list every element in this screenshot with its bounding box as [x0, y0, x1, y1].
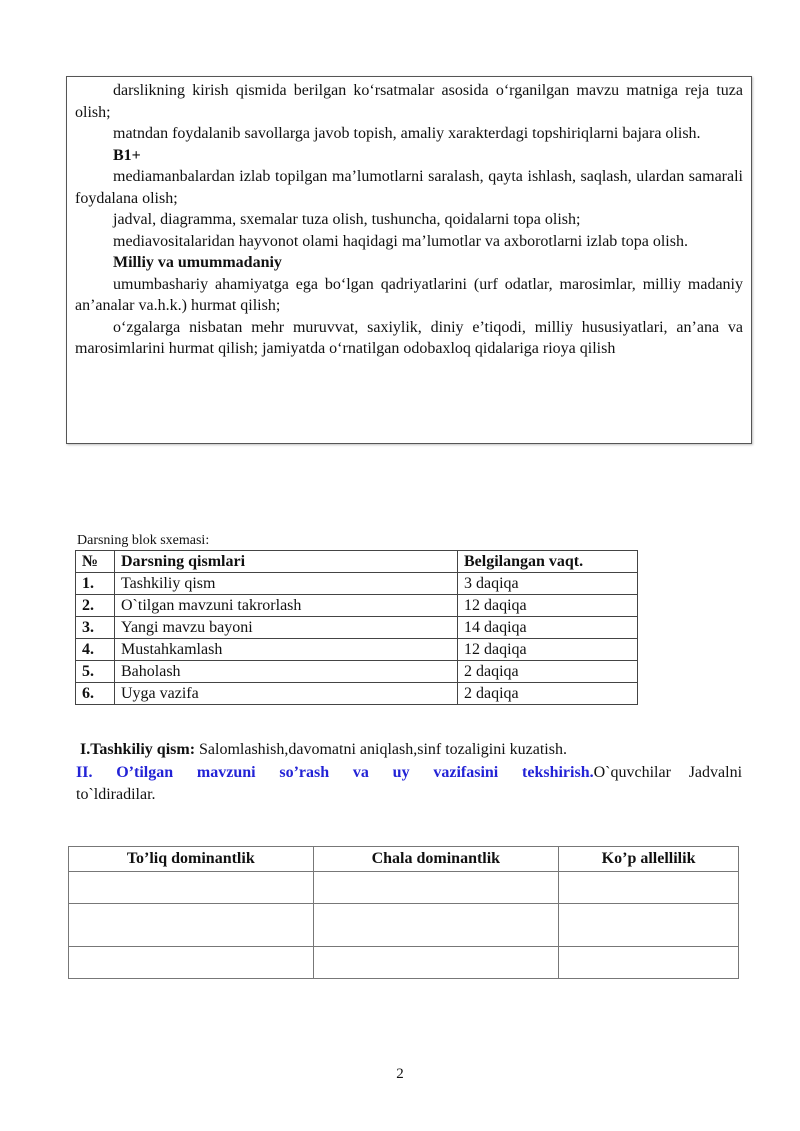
level-heading-b1: B1+ [113, 146, 141, 164]
table-row [76, 617, 638, 639]
row-number: 2. [76, 595, 115, 617]
column-header-multiple-alleles: Ko’p allellilik [559, 847, 739, 872]
empty-cell [313, 904, 559, 947]
row-time: 2 daqiqa [458, 683, 638, 705]
column-header-number: № [76, 551, 115, 573]
row-time: 3 daqiqa [458, 573, 638, 595]
row-part: Tashkiliy qism [115, 573, 458, 595]
row-part: Baholash [115, 661, 458, 683]
table-row [76, 595, 638, 617]
objective-paragraph: o‘zgalarga nisbatan mehr muruvvat, saxiylik, diniy e’tiqodi, milliy hususiyatlari, an’ana va marosimlarini hurmat qilish; jamiyatda o‘rnatilgan odobaxloq qidalariga rioya qilish [75, 318, 743, 357]
row-number: 6. [76, 683, 115, 705]
empty-cell [313, 947, 559, 979]
row-number: 5. [76, 661, 115, 683]
row-time: 14 daqiqa [458, 617, 638, 639]
blok-sxema-title: Darsning blok sxemasi: [77, 533, 210, 548]
column-header-incomplete-dominance: Chala dominantlik [313, 847, 559, 872]
section-review [76, 762, 742, 806]
table-row [69, 904, 739, 947]
objective-paragraph: matndan foydalanib savollarga javob topish, amaliy xarakterdagi topshiriqlarni bajara olish. [113, 125, 701, 142]
row-part: Mustahkamlash [115, 639, 458, 661]
table-header-row [69, 847, 739, 872]
column-header-complete-dominance: To’liq dominantlik [69, 847, 314, 872]
row-time: 12 daqiqa [458, 595, 638, 617]
empty-cell [69, 947, 314, 979]
table-row [76, 639, 638, 661]
row-time: 2 daqiqa [458, 661, 638, 683]
column-header-parts: Darsning qismlari [115, 551, 458, 573]
table-row [69, 947, 739, 979]
column-header-time: Belgilangan vaqt. [458, 551, 638, 573]
objectives-box [66, 76, 752, 444]
table-header-row [76, 551, 638, 573]
objective-paragraph: mediavositalaridan hayvonot olami haqidagi ma’lumotlar va axborotlarni izlab topa olish. [113, 232, 688, 250]
objective-paragraph: jadval, diagramma, sxemalar tuza olish, tushuncha, qoidalarni topa olish; [113, 211, 581, 228]
empty-cell [313, 872, 559, 904]
table-row [76, 661, 638, 683]
row-number: 4. [76, 639, 115, 661]
row-number: 1. [76, 573, 115, 595]
section-organizational [80, 740, 567, 760]
objective-paragraph: darslikning kirish qismida berilgan ko‘rsatmalar asosida o‘rganilgan mavzu matniga reja tuza olish; [75, 82, 743, 121]
section-organizational-text: Salomlashish,davomatni aniqlash,sinf tozaligini kuzatish. [195, 741, 567, 758]
empty-cell [69, 872, 314, 904]
empty-cell [559, 872, 739, 904]
section-organizational-label: I.Tashkiliy qism: [80, 741, 196, 758]
table-row [76, 683, 638, 705]
objective-paragraph: umumbashariy ahamiyatga ega bo‘lgan qadriyatlarini (urf odatlar, marosimlar, milliy madaniy an’analar va.h.k.) hurmat qilish; [75, 275, 743, 314]
empty-cell [69, 904, 314, 947]
cultural-heading: Milliy va umummadaniy [113, 254, 282, 271]
row-number: 3. [76, 617, 115, 639]
table-row [69, 872, 739, 904]
objective-paragraph: mediamanbalardan izlab topilgan ma’lumotlarni saralash, qayta ishlash, saqlash, ulardan samarali foydalana olish; [75, 168, 743, 207]
table-row [76, 573, 638, 595]
row-time: 12 daqiqa [458, 639, 638, 661]
page-number: 2 [396, 1066, 404, 1082]
row-part: Uyga vazifa [115, 683, 458, 705]
blok-sxema-table [75, 550, 638, 705]
empty-cell [559, 947, 739, 979]
row-part: O`tilgan mavzuni takrorlash [115, 595, 458, 617]
row-part: Yangi mavzu bayoni [115, 617, 458, 639]
dominance-table [68, 846, 739, 979]
empty-cell [559, 904, 739, 947]
section-review-text: O`quvchilar Jadvalni to`ldiradilar. [76, 764, 743, 803]
section-review-label: II. O’tilgan mavzuni so’rash va uy vazifasini tekshirish. [76, 764, 594, 781]
